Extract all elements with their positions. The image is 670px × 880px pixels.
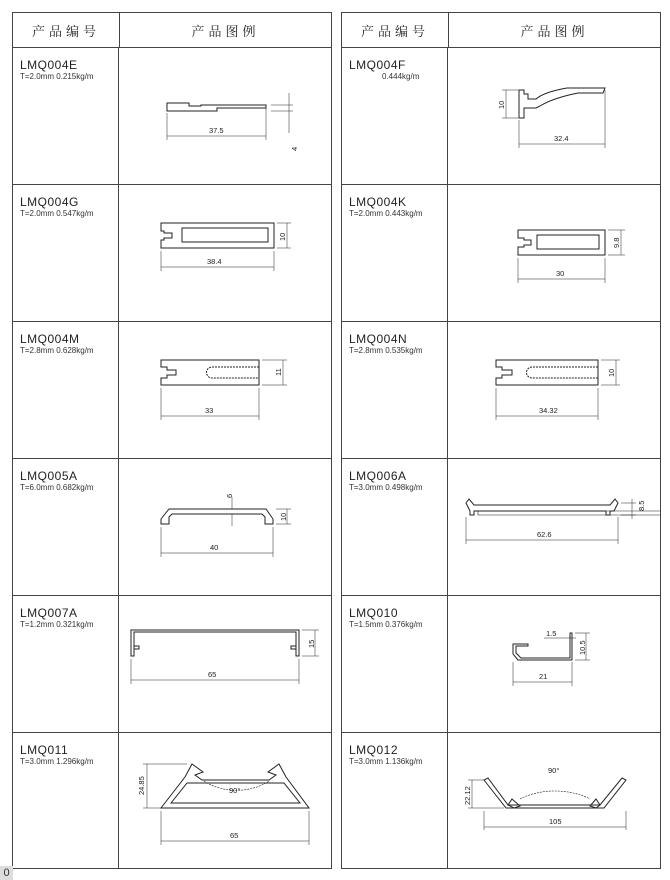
table-row	[13, 185, 331, 322]
product-diagram	[119, 733, 331, 868]
product-spec: T=1.5mm 0.376kg/m	[349, 620, 423, 629]
product-spec: T=1.2mm 0.321kg/m	[20, 620, 94, 629]
profile-drawing-lmq012	[448, 733, 661, 869]
product-code: LMQ011	[20, 743, 69, 757]
product-spec: T=6.0mm 0.682kg/m	[20, 483, 94, 492]
product-code: LMQ012	[349, 743, 399, 757]
product-table-left	[12, 12, 332, 869]
profile-drawing-lmq004k	[448, 185, 661, 321]
dim-label: 10	[607, 368, 616, 377]
product-info	[342, 48, 448, 184]
product-info	[13, 185, 119, 321]
product-info	[13, 322, 119, 458]
dim-label: 15	[307, 639, 316, 648]
header-product-code: 产品编号	[342, 13, 449, 47]
product-diagram	[119, 459, 331, 595]
profile-drawing-lmq004n	[448, 322, 661, 458]
product-spec: T=2.0mm 0.215kg/m	[20, 72, 94, 81]
product-info	[13, 459, 119, 595]
product-code: LMQ004E	[20, 58, 78, 72]
product-spec: T=3.0mm 1.136kg/m	[349, 757, 423, 766]
table-row	[13, 596, 331, 733]
product-code: LMQ004N	[349, 332, 408, 346]
product-diagram	[448, 733, 660, 868]
product-diagram	[119, 322, 331, 458]
profile-drawing-lmq010	[448, 596, 661, 732]
product-info	[342, 596, 448, 732]
dim-label: 10	[278, 232, 287, 241]
dim-label: 9.8	[612, 237, 621, 248]
product-code: LMQ010	[349, 606, 399, 620]
product-spec: T=2.8mm 0.535kg/m	[349, 346, 423, 355]
table-row	[13, 459, 331, 596]
dim-label: 8.5	[637, 500, 646, 511]
table-row	[342, 596, 660, 733]
product-diagram	[119, 185, 331, 321]
product-spec: T=2.0mm 0.443kg/m	[349, 209, 423, 218]
dim-label: 24.85	[137, 776, 146, 795]
product-spec: T=3.0mm 1.296kg/m	[20, 757, 94, 766]
product-diagram	[448, 185, 660, 321]
dim-label: 33	[205, 406, 214, 415]
dim-label: 1.5	[546, 629, 557, 638]
dim-label: 32.4	[554, 134, 569, 143]
profile-drawing-lmq004g	[119, 185, 332, 321]
product-spec: T=2.0mm 0.547kg/m	[20, 209, 94, 218]
dim-label: 30	[556, 269, 565, 278]
dim-label: 90°	[229, 786, 241, 795]
profile-drawing-lmq011	[119, 733, 332, 869]
table-row	[342, 185, 660, 322]
product-info	[13, 48, 119, 184]
dim-label: 62.6	[537, 530, 552, 539]
dim-label: 38.4	[207, 257, 222, 266]
product-spec: T=2.8mm 0.628kg/m	[20, 346, 94, 355]
product-info	[342, 185, 448, 321]
dim-label: 10.5	[578, 640, 587, 655]
product-code: LMQ005A	[20, 469, 78, 483]
product-diagram	[119, 596, 331, 732]
header-product-code: 产品编号	[13, 13, 120, 47]
dim-label: 90°	[548, 766, 560, 775]
profile-drawing-lmq005a	[119, 459, 332, 595]
product-code: LMQ004M	[20, 332, 80, 346]
product-code: LMQ004G	[20, 195, 79, 209]
profile-drawing-lmq004f	[448, 48, 661, 184]
dim-label: 21	[539, 672, 548, 681]
dim-label: 40	[210, 543, 219, 552]
dim-label: 10	[497, 100, 506, 109]
table-row	[13, 48, 331, 185]
table-row	[342, 48, 660, 185]
product-info	[13, 733, 119, 868]
dim-label: 4	[290, 146, 299, 151]
dim-label: 34.32	[539, 406, 558, 415]
dim-label: 22.12	[463, 786, 472, 805]
product-diagram	[448, 322, 660, 458]
table-row	[13, 733, 331, 868]
dim-label: 65	[230, 831, 239, 840]
profile-drawing-lmq006a	[448, 459, 661, 595]
dim-label: 11	[274, 368, 283, 376]
page-number: 0	[0, 866, 13, 880]
table-row	[342, 733, 660, 868]
dim-label: 65	[208, 670, 217, 679]
table-row	[342, 322, 660, 459]
dim-label: 10	[279, 512, 288, 521]
table-row	[13, 322, 331, 459]
product-spec: 0.444kg/m	[382, 72, 420, 81]
product-info	[342, 322, 448, 458]
header-product-diagram: 产品图例	[520, 24, 589, 40]
dim-label: 105	[549, 817, 562, 826]
product-table-right	[341, 12, 661, 869]
product-diagram	[448, 596, 660, 732]
header-product-diagram: 产品图例	[191, 24, 260, 40]
profile-drawing-lmq004e	[119, 48, 332, 184]
table-header	[342, 13, 660, 48]
product-info	[342, 459, 448, 595]
dim-label: 37.5	[209, 126, 224, 135]
product-diagram	[448, 459, 660, 595]
table-header	[13, 13, 331, 48]
product-info	[13, 596, 119, 732]
profile-drawing-lmq007a	[119, 596, 332, 732]
product-code: LMQ006A	[349, 469, 407, 483]
product-info	[342, 733, 448, 868]
product-spec: T=3.0mm 0.498kg/m	[349, 483, 423, 492]
product-diagram	[119, 48, 331, 184]
product-diagram	[448, 48, 660, 184]
table-row	[342, 459, 660, 596]
product-code: LMQ004F	[349, 58, 406, 72]
profile-drawing-lmq004m	[119, 322, 332, 458]
dim-label: 6	[225, 493, 234, 498]
product-code: LMQ007A	[20, 606, 78, 620]
product-code: LMQ004K	[349, 195, 407, 209]
